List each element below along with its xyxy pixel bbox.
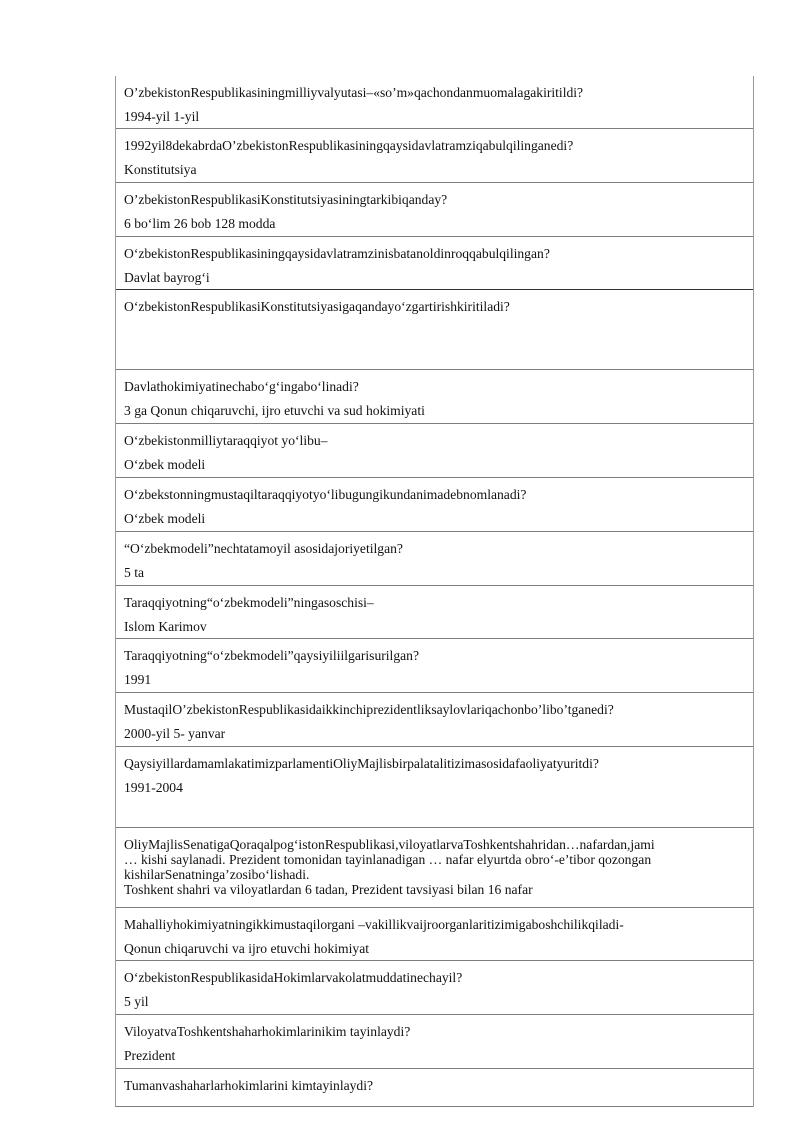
question-text: Tumanvashaharlarhokimlarini kimtayinlaydi?: [124, 1078, 374, 1093]
table-row: [116, 639, 753, 693]
table-row: [116, 908, 753, 961]
qa-table: [115, 76, 754, 1107]
table-row: [116, 747, 753, 828]
question-text: O‘zbekistonRespublikasiKonstitutsiyasigaqandayo‘zgartirishkiritiladi?: [124, 299, 510, 314]
answer-text: 1991: [124, 672, 152, 687]
table-row: [116, 693, 753, 747]
question-text: Taraqqiyotning“o‘zbekmodeli”qaysiyiliilgarisurilgan?: [124, 648, 419, 663]
answer-text: 1991-2004: [124, 780, 183, 795]
question-text: Taraqqiyotning“o‘zbekmodeli”ningasoschisi–: [124, 595, 374, 610]
question-text: O’zbekistonRespublikasiningmilliyvalyutasi–«so’m»qachondanmuomalagakiritildi?: [124, 85, 584, 100]
question-text: O‘zbekstonningmustaqiltaraqqiyotyo‘libugungikundanimadebnomlanadi?: [124, 487, 527, 502]
question-text: 1992yil8dekabrdaO’zbekistonRespublikasiningqaysidavlatramziqabulqilinganedi?: [124, 138, 574, 153]
question-text: O‘zbekistonRespublikasiningqaysidavlatramzinisbatanoldinroqqabulqilingan?: [124, 246, 550, 261]
question-text: Mahalliyhokimiyatningikkimustaqilorgani –vakillikvaijroorganlaritizimigaboshchilikqiladi-: [124, 917, 624, 932]
question-text: O‘zbekistonRespublikasidaHokimlarvakolatmuddatinechayil?: [124, 970, 463, 985]
question-text: Davlathokimiyatinechabo‘g‘ingabo‘linadi?: [124, 379, 359, 394]
answer-text: Islom Karimov: [124, 619, 207, 634]
answer-text: Davlat bayrog‘i: [124, 270, 210, 285]
answer-text: Konstitutsiya: [124, 162, 197, 177]
table-row: [116, 237, 753, 290]
table-row: [116, 129, 753, 183]
answer-text: 5 ta: [124, 565, 145, 580]
question-text: “O‘zbekmodeli”nechtatamoyil asosidajoriyetilgan?: [124, 541, 403, 556]
question-text: QaysiyillardamamlakatimizparlamentiOliyMajlisbirpalatalitizimasosidafaoliyatyuritdi?: [124, 756, 599, 771]
table-row: [116, 1069, 753, 1107]
answer-text: 3 ga Qonun chiqaruvchi, ijro etuvchi va sud hokimiyati: [124, 403, 425, 418]
table-row: [116, 183, 753, 237]
question-text: ViloyatvaToshkentshaharhokimlarinikim tayinlaydi?: [124, 1024, 411, 1039]
table-row: [116, 370, 753, 424]
answer-text: 5 yil: [124, 994, 149, 1009]
table-row: [116, 424, 753, 478]
answer-text: 1994-yil 1-yil: [124, 109, 200, 124]
table-row: [116, 290, 753, 370]
answer-text: Qonun chiqaruvchi va ijro etuvchi hokimiyat: [124, 941, 370, 956]
table-row: [116, 76, 753, 129]
question-text: OliyMajlisSenatigaQoraqalpog‘istonRespublikasi,viloyatlarvaToshkentshahridan…nafardan,jami … kishi saylanadi. Prezident tomonidan tayinlanadigan … nafar elyurtda obro‘-e’tibor qozongan kishilarSenatninga’zosibo‘lishadi.: [124, 837, 655, 882]
question-text: MustaqilO’zbekistonRespublikasidaikkinchiprezidentliksaylovlariqachonbo’libo’tganedi?: [124, 702, 614, 717]
question-text: O’zbekistonRespublikasiKonstitutsiyasiningtarkibiqanday?: [124, 192, 448, 207]
table-row: [116, 961, 753, 1015]
answer-text: Toshkent shahri va viloyatlardan 6 tadan, Prezident tavsiyasi bilan 16 nafar: [124, 882, 533, 897]
answer-text: 6 bo‘lim 26 bob 128 modda: [124, 216, 276, 231]
table-row: [116, 828, 753, 908]
table-row: [116, 1015, 753, 1069]
answer-text: 2000-yil 5- yanvar: [124, 726, 226, 741]
answer-text: Prezident: [124, 1048, 176, 1063]
question-text: O‘zbekistonmilliytaraqqiyot yo‘libu–: [124, 433, 328, 448]
answer-text: O‘zbek modeli: [124, 457, 206, 472]
table-row: [116, 586, 753, 639]
answer-text: O‘zbek modeli: [124, 511, 206, 526]
table-row: [116, 478, 753, 532]
table-row: [116, 532, 753, 586]
